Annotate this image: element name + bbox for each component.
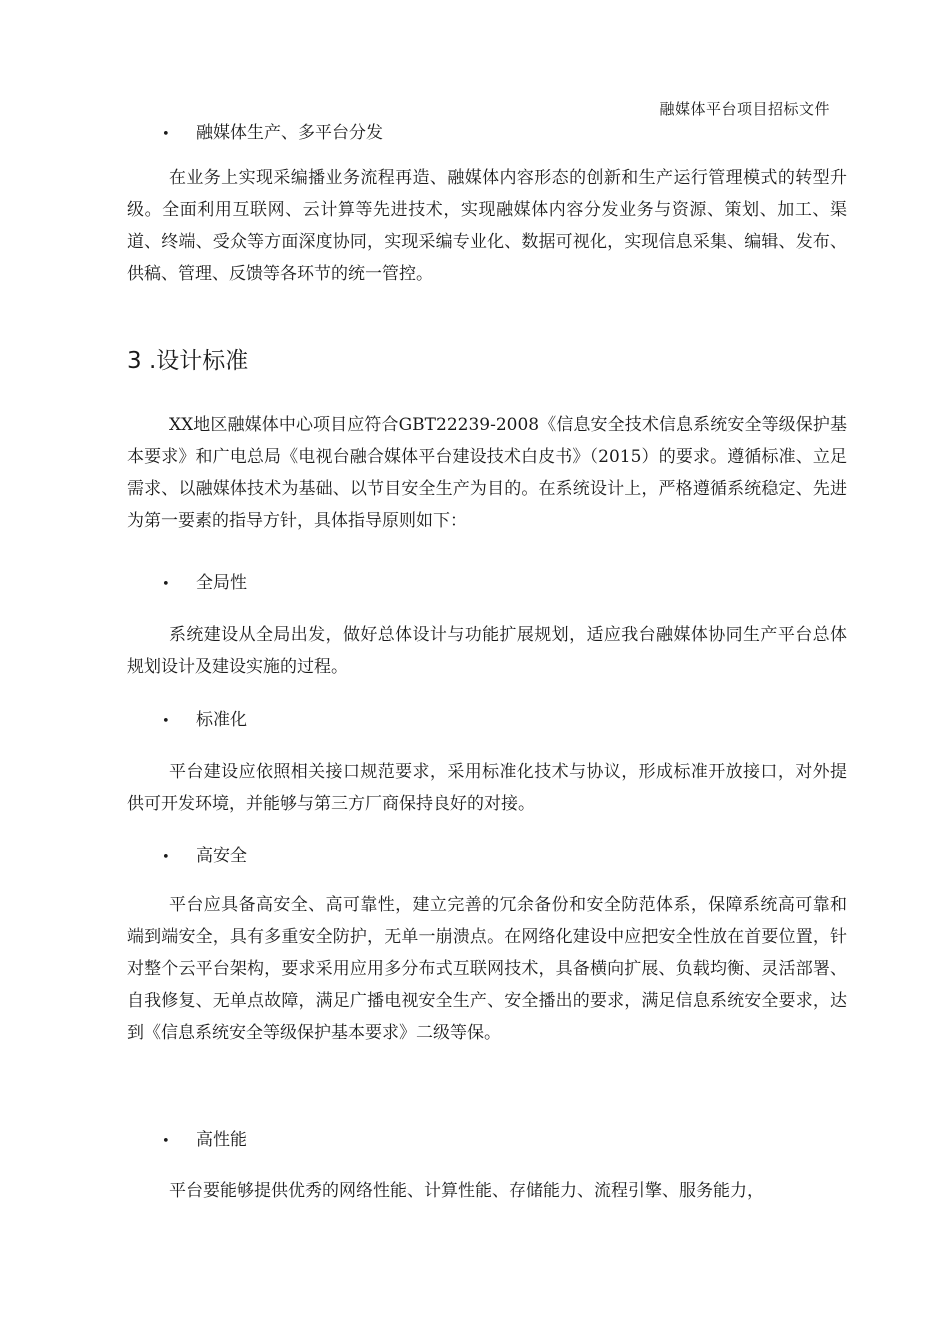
document-header: 融媒体平台项目招标文件 [659, 100, 830, 118]
bullet-dot-icon: • [162, 577, 170, 592]
bullet-label: 高性能 [196, 1130, 247, 1150]
bullet-label: 标准化 [196, 710, 247, 730]
bullet-item [162, 121, 383, 145]
bullet-item [162, 844, 247, 868]
bullet-item [162, 571, 247, 595]
paragraph: 平台建设应依照相关接口规范要求，采用标准化技术与协议，形成标准开放接口，对外提供可开发环境，并能够与第三方厂商保持良好的对接。 [127, 762, 847, 814]
paragraph: 系统建设从全局出发，做好总体设计与功能扩展规划，适应我台融媒体协同生产平台总体规划设计及建设实施的过程。 [127, 625, 847, 677]
bullet-dot-icon: • [162, 714, 170, 729]
bullet-label: 融媒体生产、多平台分发 [196, 123, 383, 143]
bullet-item [162, 708, 247, 732]
bullet-label: 高安全 [196, 846, 247, 866]
bullet-dot-icon: • [162, 1134, 170, 1149]
paragraph: 平台应具备高安全、高可靠性，建立完善的冗余备份和安全防范体系，保障系统高可靠和端到端安全，具有多重安全防护，无单一崩溃点。在网络化建设中应把安全性放在首要位置，针对整个云平台架构，要求采用应用多分布式互联网技术，具备横向扩展、负载均衡、灵活部署、自我修复、无单点故障，满足广播电视安全生产、安全播出的要求，满足信息系统安全要求，达到《信息系统安全等级保护基本要求》二级等保。 [127, 895, 847, 1043]
section-heading: 3 .设计标准 [127, 348, 249, 374]
paragraph: 在业务上实现采编播业务流程再造、融媒体内容形态的创新和生产运行管理模式的转型升级。全面利用互联网、云计算等先进技术，实现融媒体内容分发业务与资源、策划、加工、渠道、终端、受众等方面深度协同，实现采编专业化、数据可视化，实现信息采集、编辑、发布、供稿、管理、反馈等各环节的统一管控。 [127, 168, 847, 284]
bullet-dot-icon: • [162, 850, 170, 865]
intro-paragraph: XX地区融媒体中心项目应符合GBT22239-2008《信息安全技术信息系统安全等级保护基本要求》和广电总局《电视台融合媒体平台建设技术白皮书》（2015）的要求。遵循标准、立足需求、以融媒体技术为基础、以节目安全生产为目的。在系统设计上，严格遵循系统稳定、先进为第一要素的指导方针，具体指导原则如下： [127, 415, 847, 531]
bullet-label: 全局性 [196, 573, 247, 593]
bullet-dot-icon: • [162, 127, 170, 142]
bullet-item [162, 1128, 247, 1152]
paragraph: 平台要能够提供优秀的网络性能、计算性能、存储能力、流程引擎、服务能力， [169, 1181, 764, 1201]
